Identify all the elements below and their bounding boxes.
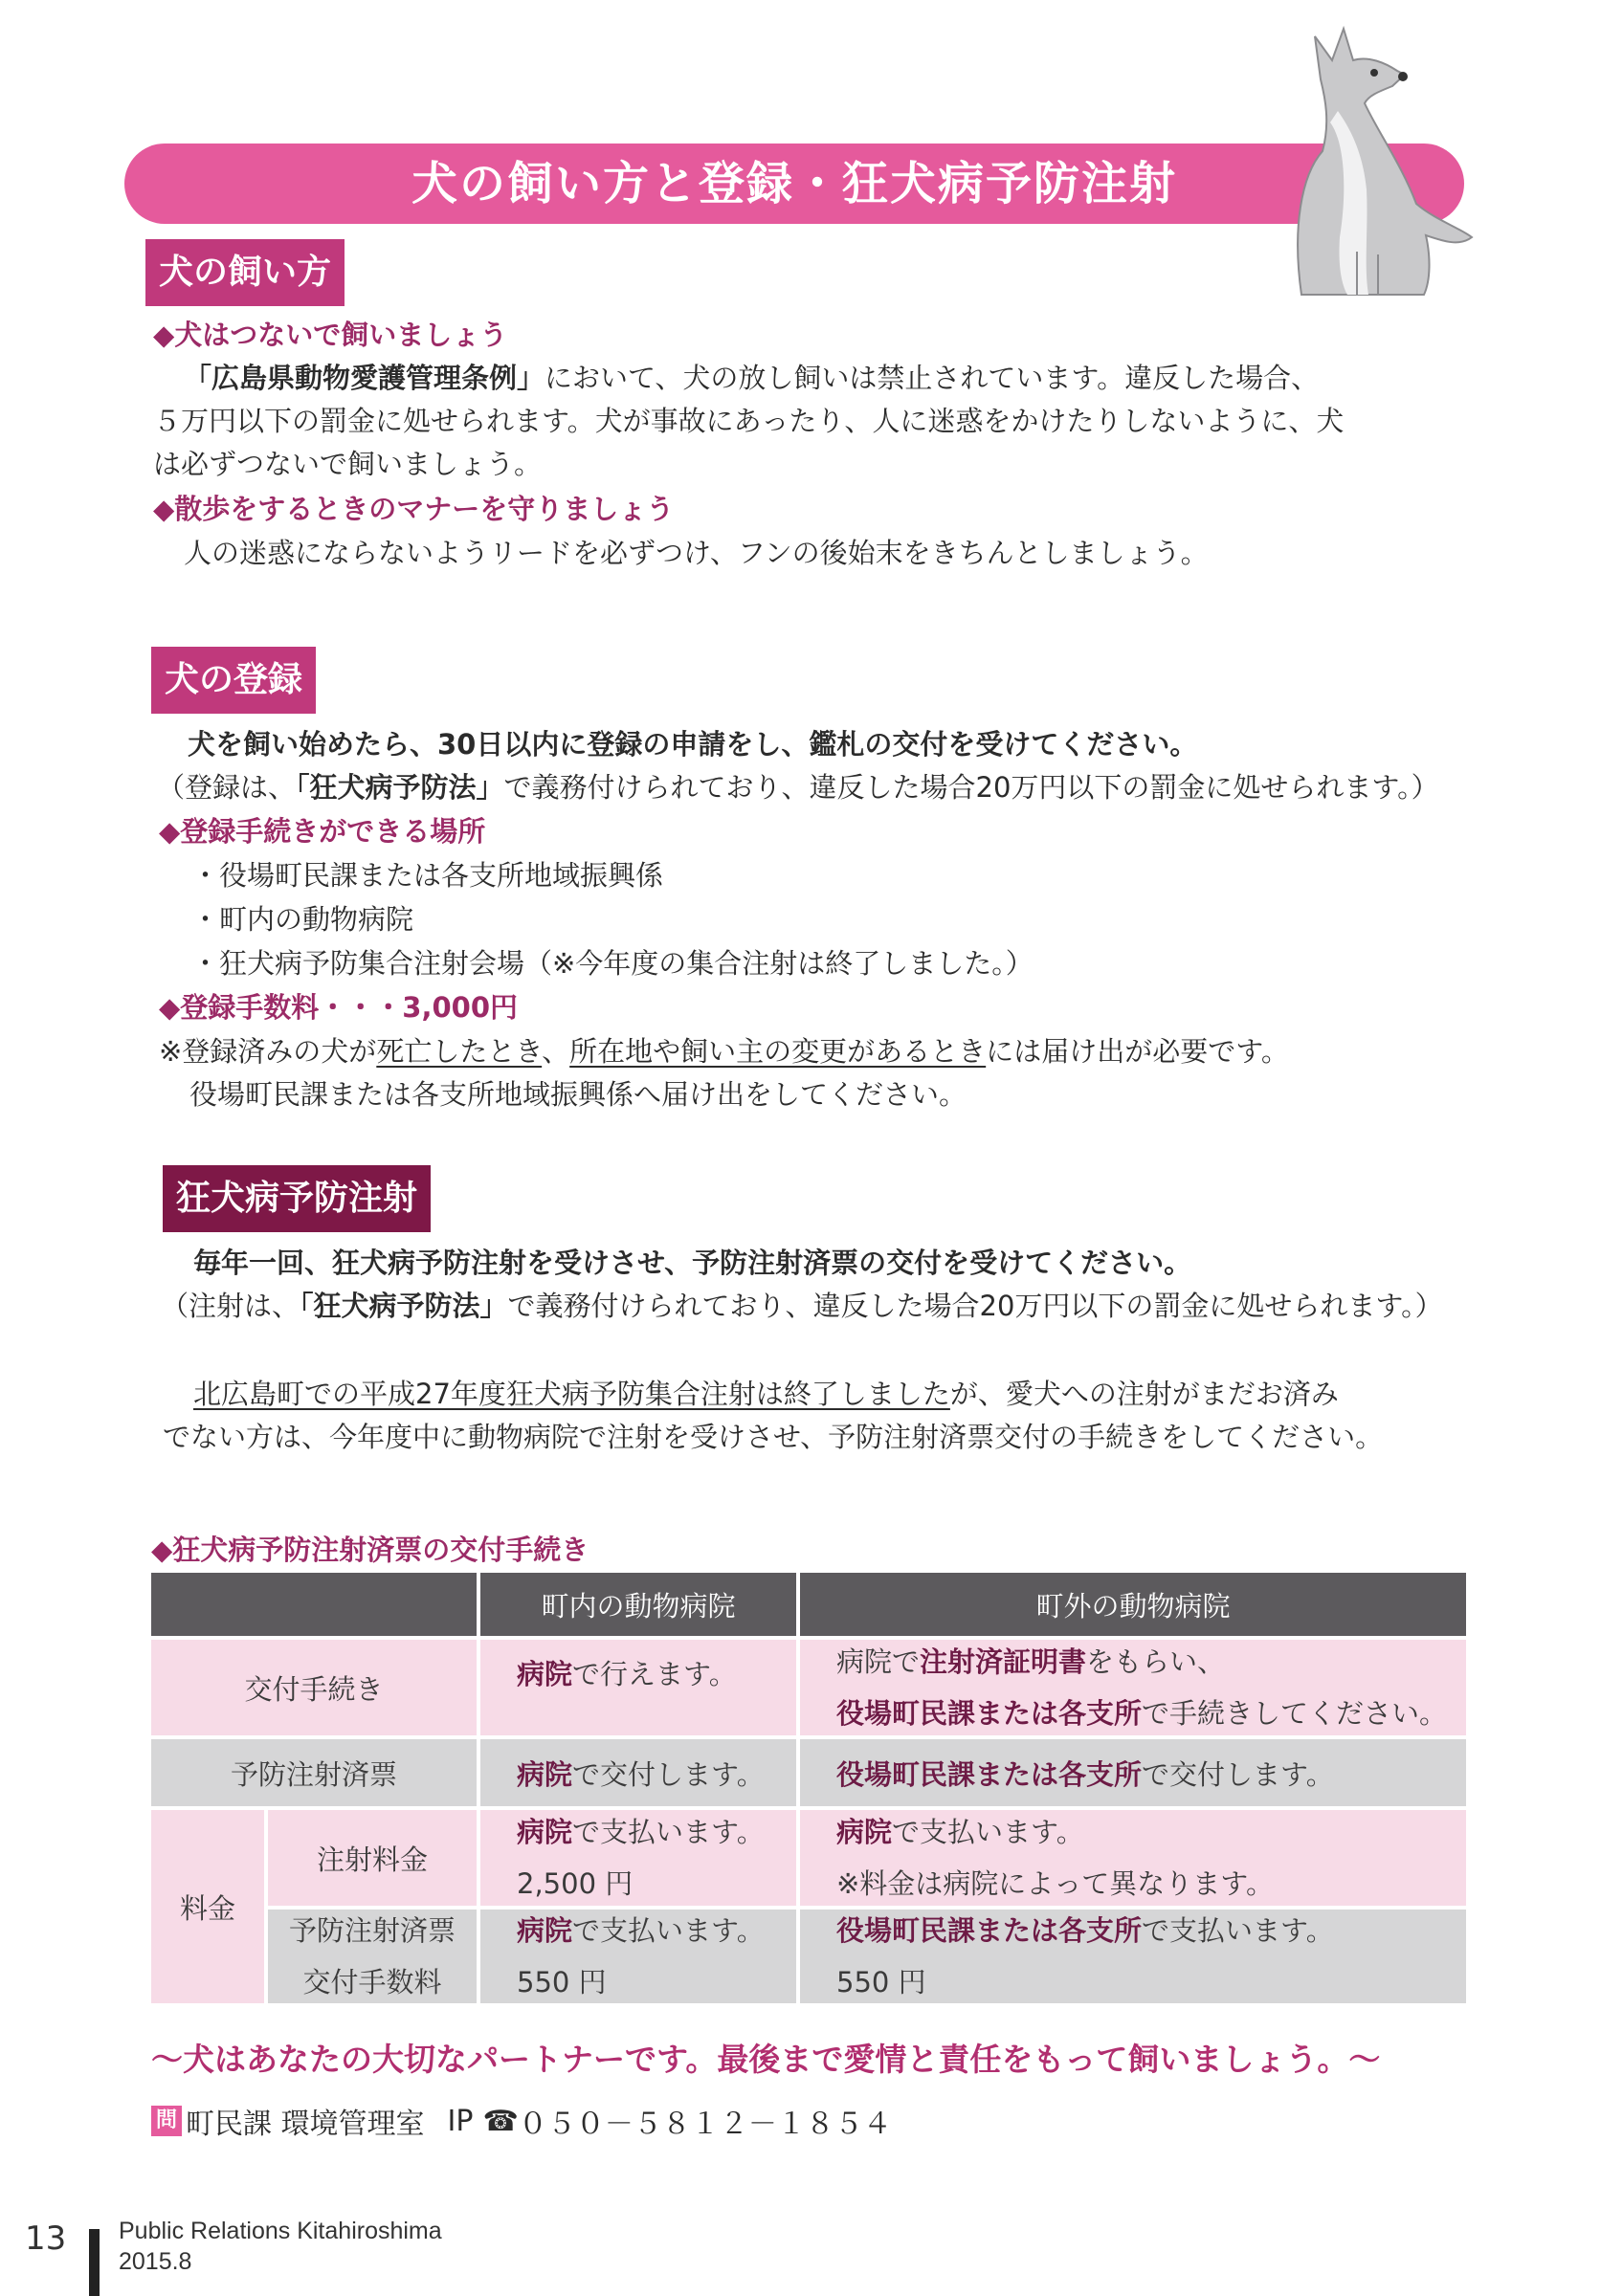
cell-text: で支払います。 — [892, 1816, 1084, 1848]
vaccination-lead: 毎年一回、狂犬病予防注射を受けさせ、予防注射済票の交付を受けてください。 — [193, 1247, 1192, 1279]
registration-lead: 犬を飼い始めたら、30日以内に登録の申請をし、鑑札の交付を受けてください。 — [188, 728, 1198, 761]
vaccination-paragraph-line1 — [193, 1373, 1339, 1412]
place-item: ・役場町民課または各支所地域振興係 — [191, 859, 664, 892]
table-header-out-town: 町外の動物病院 — [800, 1573, 1466, 1636]
paragraph-leash-line3: は必ずつないで飼いましょう。 — [153, 448, 543, 480]
section-heading-keeping: 犬の飼い方 — [145, 239, 345, 306]
cell-text: 病院で — [836, 1645, 921, 1678]
cell-line — [517, 1905, 765, 1956]
price: 550 円 — [517, 1966, 607, 1998]
notice-text: 、 — [542, 1035, 570, 1068]
row-label-tag: 予防注射済票 — [151, 1739, 477, 1806]
change-notice-line2: 役場町民課または各支所地域振興係へ届け出をしてください。 — [189, 1078, 967, 1111]
underlined-text: 北広島町での平成27年度狂犬病予防集合注射は終了しました — [193, 1378, 950, 1410]
row2-out-town — [800, 1739, 1466, 1806]
row1-out-town — [800, 1640, 1466, 1735]
phone-icon: ☎ — [482, 2104, 519, 2138]
row-label-injection-fee: 注射料金 — [268, 1810, 477, 1906]
paragraph-leash-line1 — [184, 357, 1319, 396]
vaccination-tag-table — [151, 1573, 1466, 2003]
change-notice-line1 — [159, 1030, 1289, 1070]
row-label-tag-fee — [268, 1910, 477, 2003]
cell-text: をもらい、 — [1086, 1645, 1226, 1678]
paragraph-walk: 人の迷惑にならないようリードを必ずつけ、フンの後始末をきちんとしましょう。 — [184, 537, 1209, 569]
closing-message: ～犬はあなたの大切なパートナーです。最後まで愛情と責任をもって飼いましょう。～ — [151, 2041, 1381, 2078]
emphasis: 病院 — [836, 1816, 893, 1848]
row4-in-town — [480, 1910, 796, 2003]
table-title: ◆狂犬病予防注射済票の交付手続き — [151, 1534, 589, 1566]
cell-line — [517, 1806, 765, 1858]
notice-text: には届け出が必要です。 — [986, 1035, 1289, 1068]
subheading-walk-manners: ◆散歩をするときのマナーを守りましょう — [153, 493, 675, 525]
table-header-in-town: 町内の動物病院 — [480, 1573, 796, 1636]
registration-note — [157, 766, 1439, 806]
cell-text: で交付します。 — [1142, 1757, 1334, 1791]
phone-number: ０５０－５８１２－１８５４ — [518, 2108, 892, 2141]
emphasis: 病院 — [517, 1816, 573, 1848]
paragraph-text: において、犬の放し飼いは禁止されています。違反した場合、 — [545, 362, 1320, 394]
cell-line — [836, 1636, 1225, 1688]
emphasis: 病院 — [517, 1757, 573, 1791]
page-title: 犬の飼い方と登録・狂犬病予防注射 — [411, 157, 1177, 210]
row1-in-town — [480, 1640, 796, 1735]
publication-date: 2015.8 — [119, 2248, 192, 2275]
table-header-empty — [151, 1573, 477, 1636]
law-name: 「狂犬病予防法」 — [300, 1290, 508, 1322]
emphasis: 注射済証明書 — [920, 1645, 1087, 1678]
note-text: で義務付けられており、違反した場合20万円以下の罰金に処せられます。） — [503, 771, 1439, 804]
cell-text: で支払います。 — [572, 1914, 765, 1947]
note-text: （登録は、 — [157, 771, 297, 804]
section-heading-vaccination: 狂犬病予防注射 — [163, 1165, 431, 1232]
publication-name: Public Relations Kitahiroshima — [119, 2218, 442, 2244]
emphasis: 病院 — [517, 1658, 573, 1690]
label-line: 交付手数料 — [302, 1966, 442, 1998]
cell-text: で手続きしてください。 — [1142, 1697, 1448, 1730]
row-label-procedure: 交付手続き — [151, 1640, 477, 1735]
section-heading-registration: 犬の登録 — [151, 647, 316, 714]
cell-note: ※料金は病院によって異なります。 — [836, 1867, 1274, 1900]
vaccination-paragraph-line2: でない方は、今年度中に動物病院で注射を受けさせ、予防注射済票交付の手続きをしてください。 — [163, 1421, 1384, 1453]
place-item: ・町内の動物病院 — [191, 903, 414, 936]
dog-illustration — [1234, 8, 1474, 309]
paragraph-text: が、愛犬への注射がまだお済み — [949, 1378, 1339, 1410]
cell-text: で交付します。 — [572, 1757, 765, 1791]
row3-in-town — [480, 1810, 796, 1906]
footer-divider — [89, 2229, 100, 2296]
label-line: 予防注射済票 — [288, 1914, 456, 1947]
page-number: 13 — [25, 2219, 67, 2258]
cell-line — [836, 1688, 1447, 1739]
paragraph-leash-line2: ５万円以下の罰金に処せられます。犬が事故にあったり、人に迷惑をかけたりしないように、犬 — [153, 405, 1345, 437]
ordinance-name: 「広島県動物愛護管理条例」 — [184, 362, 545, 394]
row2-in-town — [480, 1739, 796, 1806]
cell-text: で支払います。 — [1142, 1914, 1334, 1947]
price: 550 円 — [836, 1966, 926, 1998]
vaccination-note — [161, 1285, 1443, 1324]
cell-line — [836, 1806, 1084, 1858]
law-name: 「狂犬病予防法」 — [296, 771, 504, 804]
note-text: （注射は、 — [161, 1290, 300, 1322]
cell-text: で行えます。 — [572, 1658, 737, 1690]
emphasis: 役場町民課または各支所 — [836, 1697, 1143, 1730]
price: 2,500 円 — [517, 1867, 634, 1900]
subheading-fee: ◆登録手数料・・・3,000円 — [159, 991, 519, 1024]
notice-underlined: 所在地や飼い主の変更があるとき — [569, 1035, 987, 1068]
cell-text: で支払います。 — [572, 1816, 765, 1848]
emphasis: 役場町民課または各支所 — [836, 1757, 1143, 1791]
subheading-leash: ◆犬はつないで飼いましょう — [153, 319, 508, 351]
emphasis: 病院 — [517, 1914, 573, 1947]
row-label-fee: 料金 — [151, 1810, 264, 2003]
notice-text: ※登録済みの犬が — [159, 1035, 377, 1068]
ip-label: IP — [447, 2104, 474, 2138]
inquiry-mark: 問 — [151, 2106, 182, 2136]
row3-out-town — [800, 1810, 1466, 1906]
row4-out-town — [800, 1910, 1466, 2003]
contact-line — [151, 2100, 892, 2142]
note-text: で義務付けられており、違反した場合20万円以下の罰金に処せられます。） — [507, 1290, 1443, 1322]
place-item: ・狂犬病予防集合注射会場（※今年度の集合注射は終了しました。） — [191, 947, 1034, 980]
emphasis: 役場町民課または各支所 — [836, 1914, 1143, 1947]
subheading-places: ◆登録手続きができる場所 — [159, 815, 486, 848]
cell-line — [836, 1905, 1334, 1956]
notice-underlined: 死亡したとき — [376, 1035, 543, 1068]
contact-department: 町民課 環境管理室 — [186, 2108, 425, 2141]
